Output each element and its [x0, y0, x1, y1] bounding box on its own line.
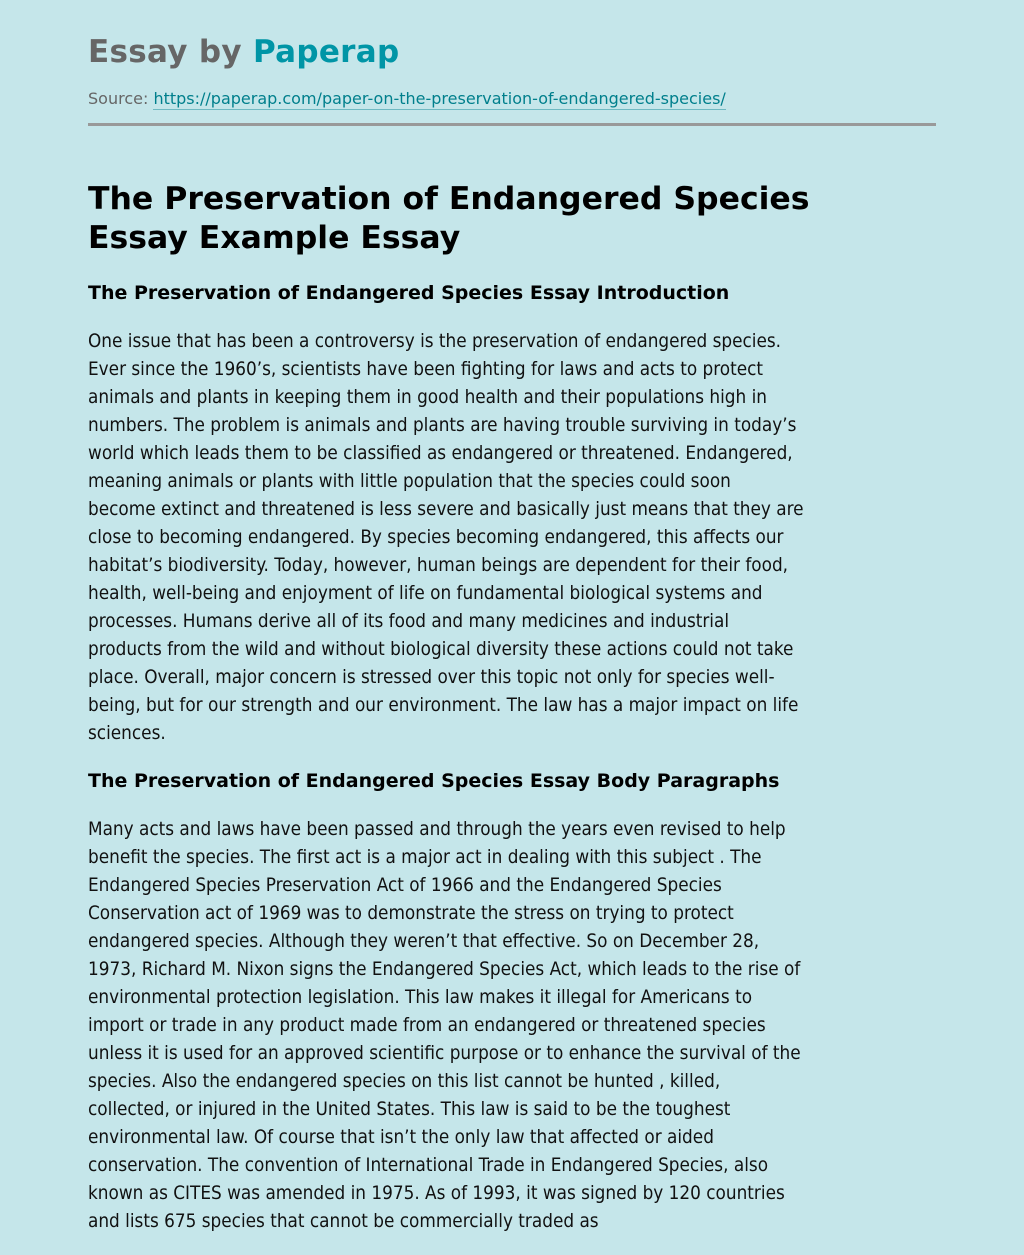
text-line: conservation. The convention of International Trade in Endangered Species, also [88, 1154, 769, 1176]
text-line: species. Also the endangered species on this list cannot be hunted , killed, [88, 1070, 721, 1092]
text-line: 1973, Richard M. Nixon signs the Endangered Species Act, which leads to the rise of [88, 958, 801, 980]
text-line: processes. Humans derive all of its food and many medicines and industrial [88, 610, 730, 632]
text-line: habitat’s biodiversity. Today, however, human beings are dependent for their food, [88, 554, 789, 576]
text-line: health, well-being and enjoyment of life on fundamental biological systems and [88, 582, 763, 604]
brand-prefix: Essay by [88, 34, 253, 70]
text-line: One issue that has been a controversy is the preservation of endangered species. [88, 330, 782, 352]
text-line: environmental protection legislation. This law makes it illegal for Americans to [88, 986, 753, 1008]
text-line: import or trade in any product made from an endangered or threatened species [88, 1014, 766, 1036]
text-line: known as CITES was amended in 1975. As of 1993, it was signed by 120 countries [88, 1182, 785, 1204]
text-line: Conservation act of 1969 was to demonstrate the stress on trying to protect [88, 902, 734, 924]
text-line: and lists 675 species that cannot be commercially traded as [88, 1210, 599, 1232]
paragraph-body [88, 815, 948, 1235]
title-line: Essay Example Essay [88, 220, 461, 256]
text-line: become extinct and threatened is less severe and basically just means that they are [88, 498, 804, 520]
text-line: place. Overall, major concern is stressed over this topic not only for species well- [88, 666, 775, 688]
text-line: being, but for our strength and our environment. The law has a major impact on life [88, 694, 799, 716]
section-heading-introduction: The Preservation of Endangered Species Essay Introduction [88, 282, 730, 304]
text-line: animals and plants in keeping them in good health and their populations high in [88, 386, 767, 408]
text-line: Ever since the 1960’s, scientists have been fighting for laws and acts to protect [88, 358, 764, 380]
text-line: world which leads them to be classified as endangered or threatened. Endangered, [88, 442, 793, 464]
text-line: meaning animals or plants with little population that the species could soon [88, 470, 731, 492]
source-link[interactable]: https://paperap.com/paper-on-the-preservation-of-endangered-species/ [153, 89, 726, 108]
text-line: close to becoming endangered. By species becoming endangered, this affects our [88, 526, 784, 548]
paragraph-introduction [88, 327, 948, 747]
text-line: collected, or injured in the United States. This law is said to be the toughest [88, 1098, 731, 1120]
source-line [88, 87, 726, 111]
text-line: endangered species. Although they weren’t that effective. So on December 28, [88, 930, 760, 952]
text-line: numbers. The problem is animals and plants are having trouble surviving in today’s [88, 414, 797, 436]
header-divider [88, 123, 936, 126]
section-heading-body: The Preservation of Endangered Species Essay Body Paragraphs [88, 770, 780, 792]
text-line: environmental law. Of course that isn’t the only law that affected or aided [88, 1126, 714, 1148]
source-label: Source: [88, 89, 154, 108]
title-line: The Preservation of Endangered Species [88, 181, 810, 217]
page-title [88, 180, 948, 258]
text-line: unless it is used for an approved scientific purpose or to enhance the survival of the [88, 1042, 801, 1064]
site-brand [88, 30, 399, 74]
text-line: Many acts and laws have been passed and through the years even revised to help [88, 818, 786, 840]
brand-name: Paperap [252, 34, 400, 70]
text-line: benefit the species. The first act is a major act in dealing with this subject . The [88, 846, 762, 868]
text-line: Endangered Species Preservation Act of 1966 and the Endangered Species [88, 874, 722, 896]
text-line: sciences. [88, 722, 166, 744]
text-line: products from the wild and without biological diversity these actions could not take [88, 638, 794, 660]
